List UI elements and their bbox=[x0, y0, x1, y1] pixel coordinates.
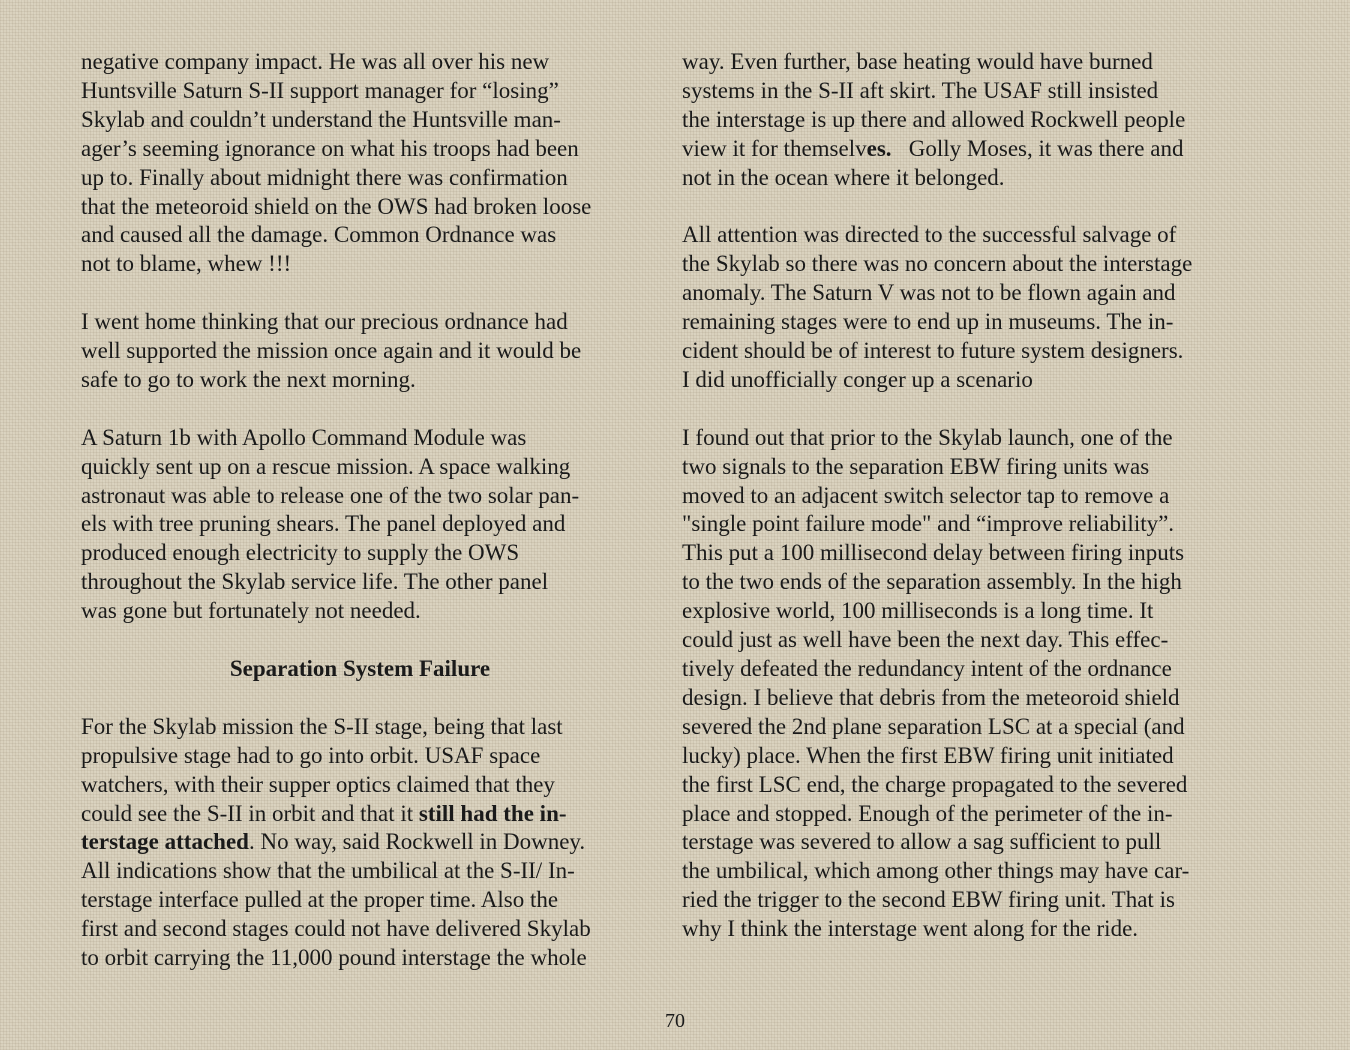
text-line: explosive world, 100 milliseconds is a long time. It bbox=[682, 598, 1154, 624]
text-line: safe to go to work the next morning. bbox=[81, 366, 416, 392]
text-run: . No way, said Rockwell in Downey. bbox=[248, 829, 586, 855]
paragraph-gap bbox=[81, 684, 641, 713]
right-column bbox=[682, 48, 1240, 944]
text-line: not in the ocean where it belonged. bbox=[682, 164, 1005, 190]
text-line: well supported the mission once again and it would be bbox=[81, 338, 582, 364]
text-line: not to blame, whew !!! bbox=[81, 251, 292, 277]
text-line: produced enough electricity to supply the OWS bbox=[81, 540, 520, 566]
paragraph bbox=[682, 221, 1240, 394]
text-line: up to. Finally about midnight there was confirmation bbox=[81, 164, 568, 190]
text-line: All attention was directed to the successful salvage of bbox=[682, 222, 1177, 248]
text-line: quickly sent up on a rescue mission. A space walking bbox=[81, 453, 571, 479]
text-line: the Skylab so there was no concern about the interstage bbox=[682, 251, 1193, 277]
text-line: the umbilical, which among other things may have car- bbox=[682, 858, 1190, 884]
text-line: propulsive stage had to go into orbit. USAF space bbox=[81, 742, 541, 768]
paragraph bbox=[81, 713, 641, 973]
text-line: lucky) place. When the first EBW firing unit initiated bbox=[682, 742, 1174, 768]
text-line: negative company impact. He was all over his new bbox=[81, 49, 550, 74]
text-line: systems in the S-II aft skirt. The USAF still insisted bbox=[682, 77, 1159, 103]
text-line: watchers, with their supper optics claimed that they bbox=[81, 771, 555, 797]
text-line: and caused all the damage. Common Ordnance was bbox=[81, 222, 557, 248]
text-line: first and second stages could not have delivered Skylab bbox=[81, 916, 591, 942]
text-line: throughout the Skylab service life. The other panel bbox=[81, 569, 549, 595]
text-line: "single point failure mode" and “improve reliability”. bbox=[682, 511, 1175, 537]
text-line: to the two ends of the separation assembly. In the high bbox=[682, 569, 1182, 595]
text-line: to orbit carrying the 11,000 pound interstage the whole bbox=[81, 945, 587, 971]
bold-text-run: still had the in- bbox=[418, 800, 567, 826]
text-line: ried the trigger to the second EBW firing unit. That is bbox=[682, 887, 1175, 913]
page-number: 70 bbox=[665, 1010, 685, 1032]
paragraph-gap bbox=[682, 395, 1240, 424]
text-line: All indications show that the umbilical at the S-II/ In- bbox=[81, 858, 575, 884]
text-line: I did unofficially conger up a scenario bbox=[682, 366, 1033, 392]
text-line: Huntsville Saturn S-II support manager for “losing” bbox=[81, 77, 559, 103]
text-line: Skylab and couldn’t understand the Huntsville man- bbox=[81, 106, 561, 132]
text-run: view it for themselv bbox=[682, 135, 867, 161]
text-line: the first LSC end, the charge propagated to the severed bbox=[682, 771, 1188, 797]
text-run: Golly Moses, it was there and bbox=[891, 135, 1184, 161]
text-line: els with tree pruning shears. The panel deployed and bbox=[81, 511, 566, 537]
text-line: could just as well have been the next day. This effec- bbox=[682, 627, 1169, 653]
bold-text-run: terstage attached bbox=[81, 829, 249, 855]
section-heading: Separation System Failure bbox=[229, 655, 491, 681]
text-line: remaining stages were to end up in museums. The in- bbox=[682, 309, 1174, 335]
text-line: anomaly. The Saturn V was not to be flown again and bbox=[682, 280, 1176, 306]
paragraph bbox=[682, 48, 1240, 193]
text-line: This put a 100 millisecond delay between firing inputs bbox=[682, 540, 1185, 566]
paragraph bbox=[81, 308, 641, 395]
text-line bbox=[682, 135, 1240, 164]
text-line: I found out that prior to the Skylab launch, one of the bbox=[682, 424, 1173, 450]
paragraph bbox=[81, 424, 641, 626]
text-line: astronaut was able to release one of the two solar pan- bbox=[81, 482, 580, 508]
text-line: cident should be of interest to future system designers. bbox=[682, 338, 1184, 364]
text-line: A Saturn 1b with Apollo Command Module was bbox=[81, 424, 527, 450]
text-run: could see the S-II in orbit and that it bbox=[81, 800, 419, 826]
paragraph bbox=[682, 424, 1240, 944]
text-line: two signals to the separation EBW firing units was bbox=[682, 453, 1150, 479]
text-line: moved to an adjacent switch selector tap to remove a bbox=[682, 482, 1170, 508]
paragraph-gap bbox=[81, 626, 641, 655]
text-line: For the Skylab mission the S-II stage, being that last bbox=[81, 713, 563, 739]
text-line: I went home thinking that our precious ordnance had bbox=[81, 309, 568, 335]
text-line: place and stopped. Enough of the perimeter of the in- bbox=[682, 800, 1173, 826]
text-line: way. Even further, base heating would have burned bbox=[682, 49, 1153, 74]
text-line: ager’s seeming ignorance on what his troops had been bbox=[81, 135, 579, 161]
text-line: the interstage is up there and allowed Rockwell people bbox=[682, 106, 1186, 132]
paragraph-gap bbox=[81, 279, 641, 308]
text-line: why I think the interstage went along for the ride. bbox=[682, 916, 1139, 942]
paragraph-gap bbox=[81, 395, 641, 424]
text-line: tively defeated the redundancy intent of the ordnance bbox=[682, 656, 1172, 681]
text-line: severed the 2nd plane separation LSC at a special (and bbox=[682, 713, 1185, 739]
text-line: was gone but fortunately not needed. bbox=[81, 598, 421, 624]
paragraph bbox=[81, 48, 641, 279]
paragraph-gap bbox=[682, 193, 1240, 222]
text-line: design. I believe that debris from the meteoroid shield bbox=[682, 684, 1180, 710]
text-line: that the meteoroid shield on the OWS had broken loose bbox=[81, 193, 592, 219]
left-column bbox=[81, 48, 641, 973]
text-line: terstage interface pulled at the proper time. Also the bbox=[81, 887, 559, 913]
text-line: terstage was severed to allow a sag sufficient to pull bbox=[682, 829, 1162, 855]
text-line bbox=[81, 828, 641, 857]
text-line bbox=[81, 800, 641, 829]
bold-text-run: es. bbox=[866, 135, 892, 161]
